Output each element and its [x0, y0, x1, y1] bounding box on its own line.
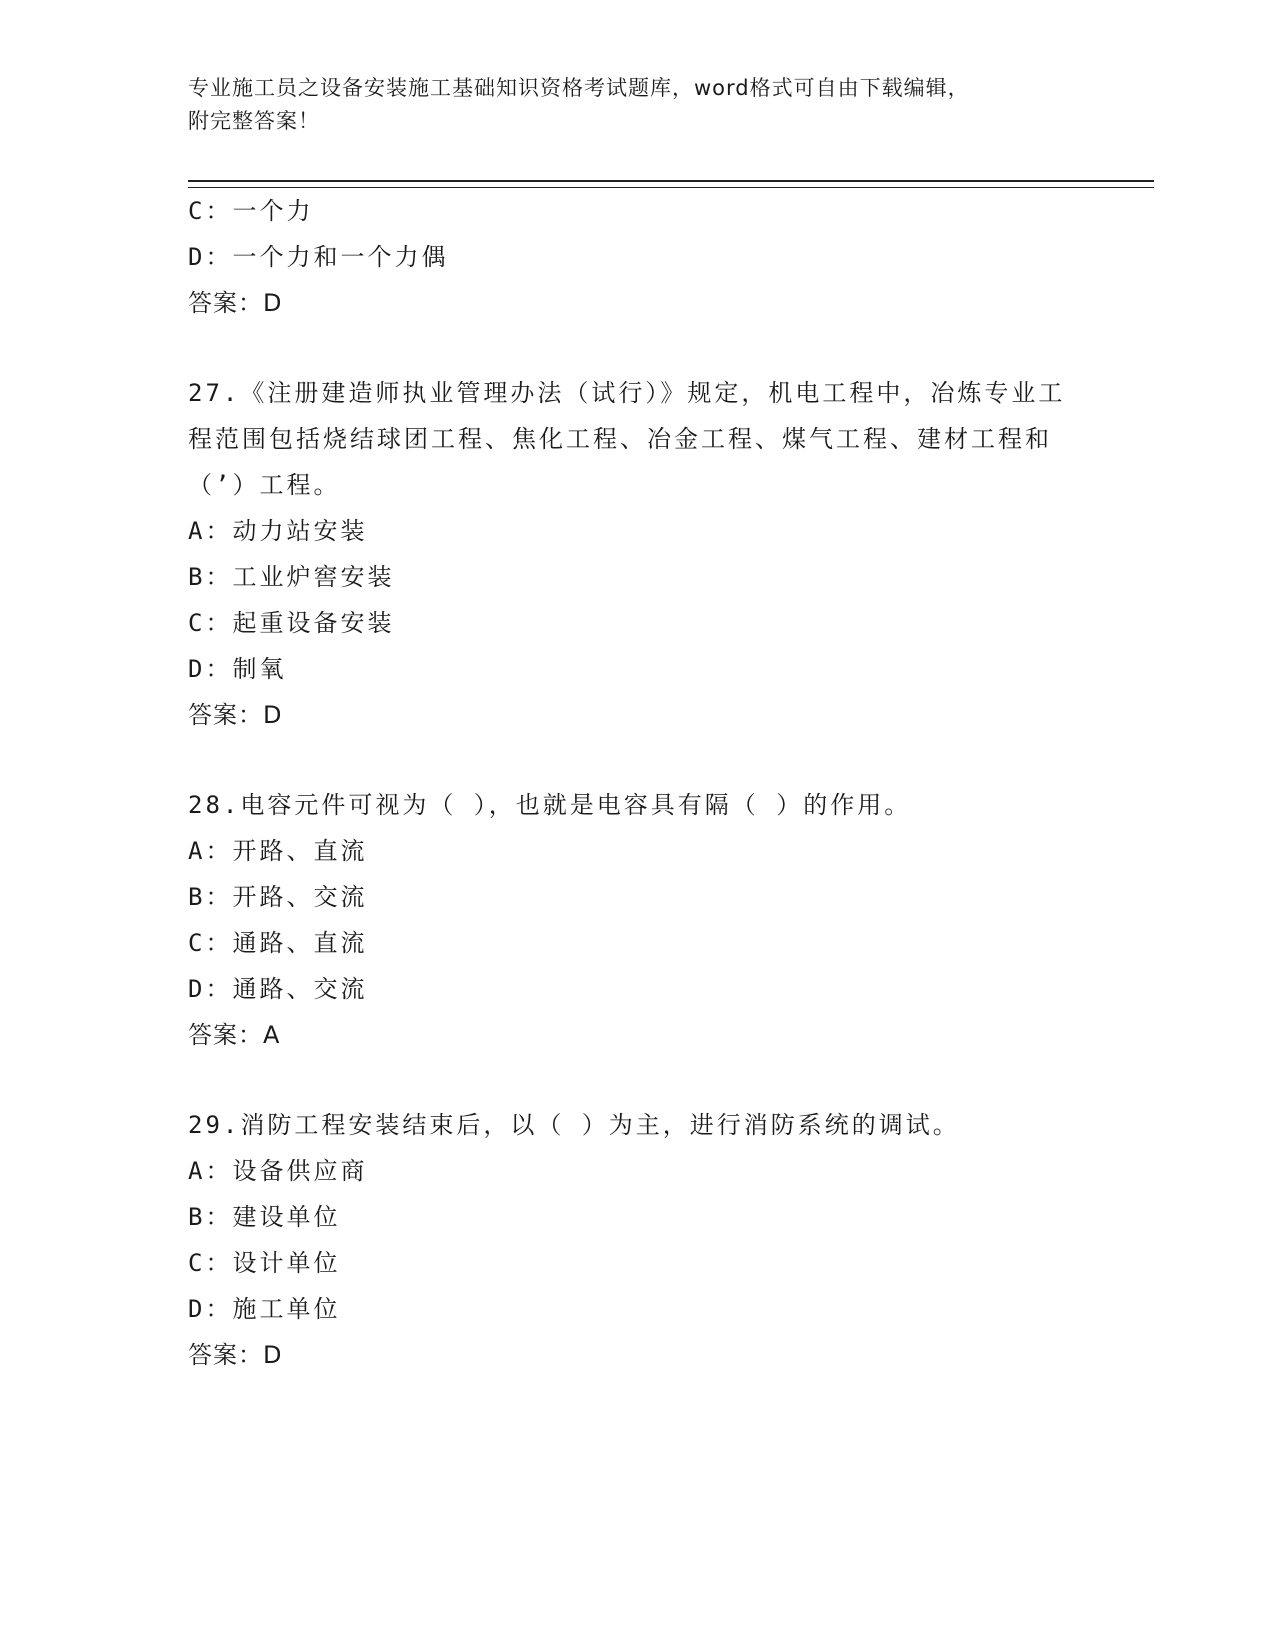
option-c: C：起重设备安装 [188, 609, 395, 637]
question-stem: 29.消防工程安装结束后，以（ ）为主，进行消防系统的调试。 [188, 1111, 960, 1139]
option-b: B：建设单位 [188, 1203, 341, 1231]
question-stem: 28.电容元件可视为（ ），也就是电容具有隔（ ）的作用。 [188, 791, 912, 819]
option-d: D：通路、交流 [188, 975, 368, 1003]
header-divider [188, 180, 1154, 188]
option-d: D：一个力和一个力偶 [188, 243, 449, 271]
option-a: A：设备供应商 [188, 1157, 368, 1185]
question-stem: 27.《注册建造师执业管理办法（试行）》规定，机电工程中，冶炼专业工程范围包括烧结球团工程、焦化工程、冶金工程、煤气工程、建材工程和（’）工程。 [188, 379, 1066, 499]
answer-line: 答案：D [188, 289, 283, 317]
answer-line: 答案：D [188, 1341, 283, 1369]
option-c: C：通路、直流 [188, 929, 368, 957]
option-b: B：工业炉窖安装 [188, 563, 395, 591]
question-28 [188, 782, 1088, 1058]
option-a: A：开路、直流 [188, 837, 368, 865]
answer-line: 答案：D [188, 701, 283, 729]
option-a: A：动力站安装 [188, 517, 368, 545]
partial-question [188, 188, 1088, 326]
option-d: D：施工单位 [188, 1295, 341, 1323]
question-content [188, 188, 1088, 1378]
option-d: D：制氧 [188, 655, 287, 683]
answer-line: 答案：A [188, 1021, 281, 1049]
header-line-1: 专业施工员之设备安装施工基础知识资格考试题库，word格式可自由下载编辑， [188, 76, 970, 100]
option-c: C：一个力 [188, 197, 314, 225]
header-line-2: 附完整答案！ [188, 109, 320, 133]
option-b: B：开路、交流 [188, 883, 368, 911]
option-c: C：设计单位 [188, 1249, 341, 1277]
question-27 [188, 370, 1088, 738]
question-29 [188, 1102, 1088, 1378]
page-header [188, 72, 1088, 138]
